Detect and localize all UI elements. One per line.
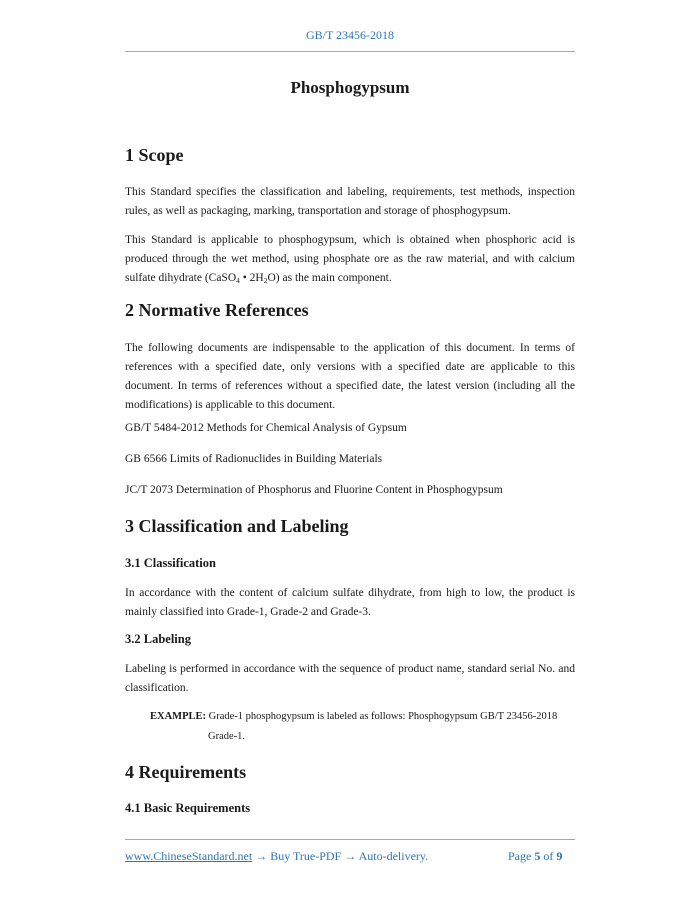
section-heading-classification-labeling: 3 Classification and Labeling [125, 516, 349, 536]
labeling-paragraph: Labeling is performed in accordance with the sequence of product name, standard serial No. and classification. [125, 663, 575, 694]
page-total: 9 [556, 849, 563, 863]
reference-item: JC/T 2073 Determination of Phosphorus and Fluorine Content in Phosphogypsum [125, 484, 503, 496]
arrow-right-icon: → [252, 849, 271, 863]
scope-paragraph-2: This Standard is applicable to phosphogypsum, which is obtained when phosphoric acid is produced through the wet method, using phosphate ore as the raw material, and with calcium sulfate dihydrate (CaSO$_4$ • $2H_2O$) as the main component. [125, 234, 575, 285]
page-current: 5 [534, 849, 541, 863]
running-header [0, 28, 700, 43]
page-indicator [508, 849, 562, 864]
buy-pdf-link[interactable]: Buy True-PDF [270, 849, 342, 863]
page-of: of [543, 849, 554, 863]
subsection-heading-classification: 3.1 Classification [125, 556, 216, 570]
section-heading-requirements: 4 Requirements [125, 762, 247, 782]
section-heading-normative-references: 2 Normative References [125, 300, 309, 320]
section-heading-scope: 1 Scope [125, 145, 184, 165]
scope-paragraph-1: This Standard specifies the classification and labeling, requirements, test methods, inspection rules, as well as packaging, marking, transportation and storage of phosphogypsum. [125, 186, 575, 217]
labeling-example [150, 707, 575, 747]
header-divider [125, 51, 575, 52]
example-label: EXAMPLE: [150, 711, 206, 722]
example-line-1: Grade-1 phosphogypsum is labeled as follows: Phosphogypsum GB/T 23456-2018 [208, 711, 558, 722]
arrow-right-icon: → [341, 849, 359, 863]
website-link[interactable]: www.ChineseStandard.net [125, 849, 253, 863]
standard-code: GB/T 23456-2018 [305, 28, 395, 42]
reference-item: GB 6566 Limits of Radionuclides in Building Materials [125, 453, 383, 465]
subsection-heading-labeling: 3.2 Labeling [125, 632, 191, 646]
document-title: Phosphogypsum [290, 78, 410, 97]
normative-intro: The following documents are indispensable to the application of this document. In terms of references with a specified date, only versions with a specified date are applicable to this document. In terms of references without a specified date, the latest version (including all the modifications) is applicable to this document. [125, 342, 575, 411]
classification-paragraph: In accordance with the content of calcium sulfate dihydrate, from high to low, the product is mainly classified into Grade-1, Grade-2 and Grade-3. [125, 587, 575, 618]
page-label: Page [508, 849, 532, 863]
footer-divider [125, 839, 575, 840]
example-line-2: Grade-1. [208, 731, 246, 742]
footer-links [125, 849, 428, 864]
subsection-heading-basic-requirements: 4.1 Basic Requirements [125, 801, 251, 815]
reference-item: GB/T 5484-2012 Methods for Chemical Analysis of Gypsum [125, 422, 407, 434]
auto-delivery-text: Auto-delivery. [358, 849, 429, 863]
